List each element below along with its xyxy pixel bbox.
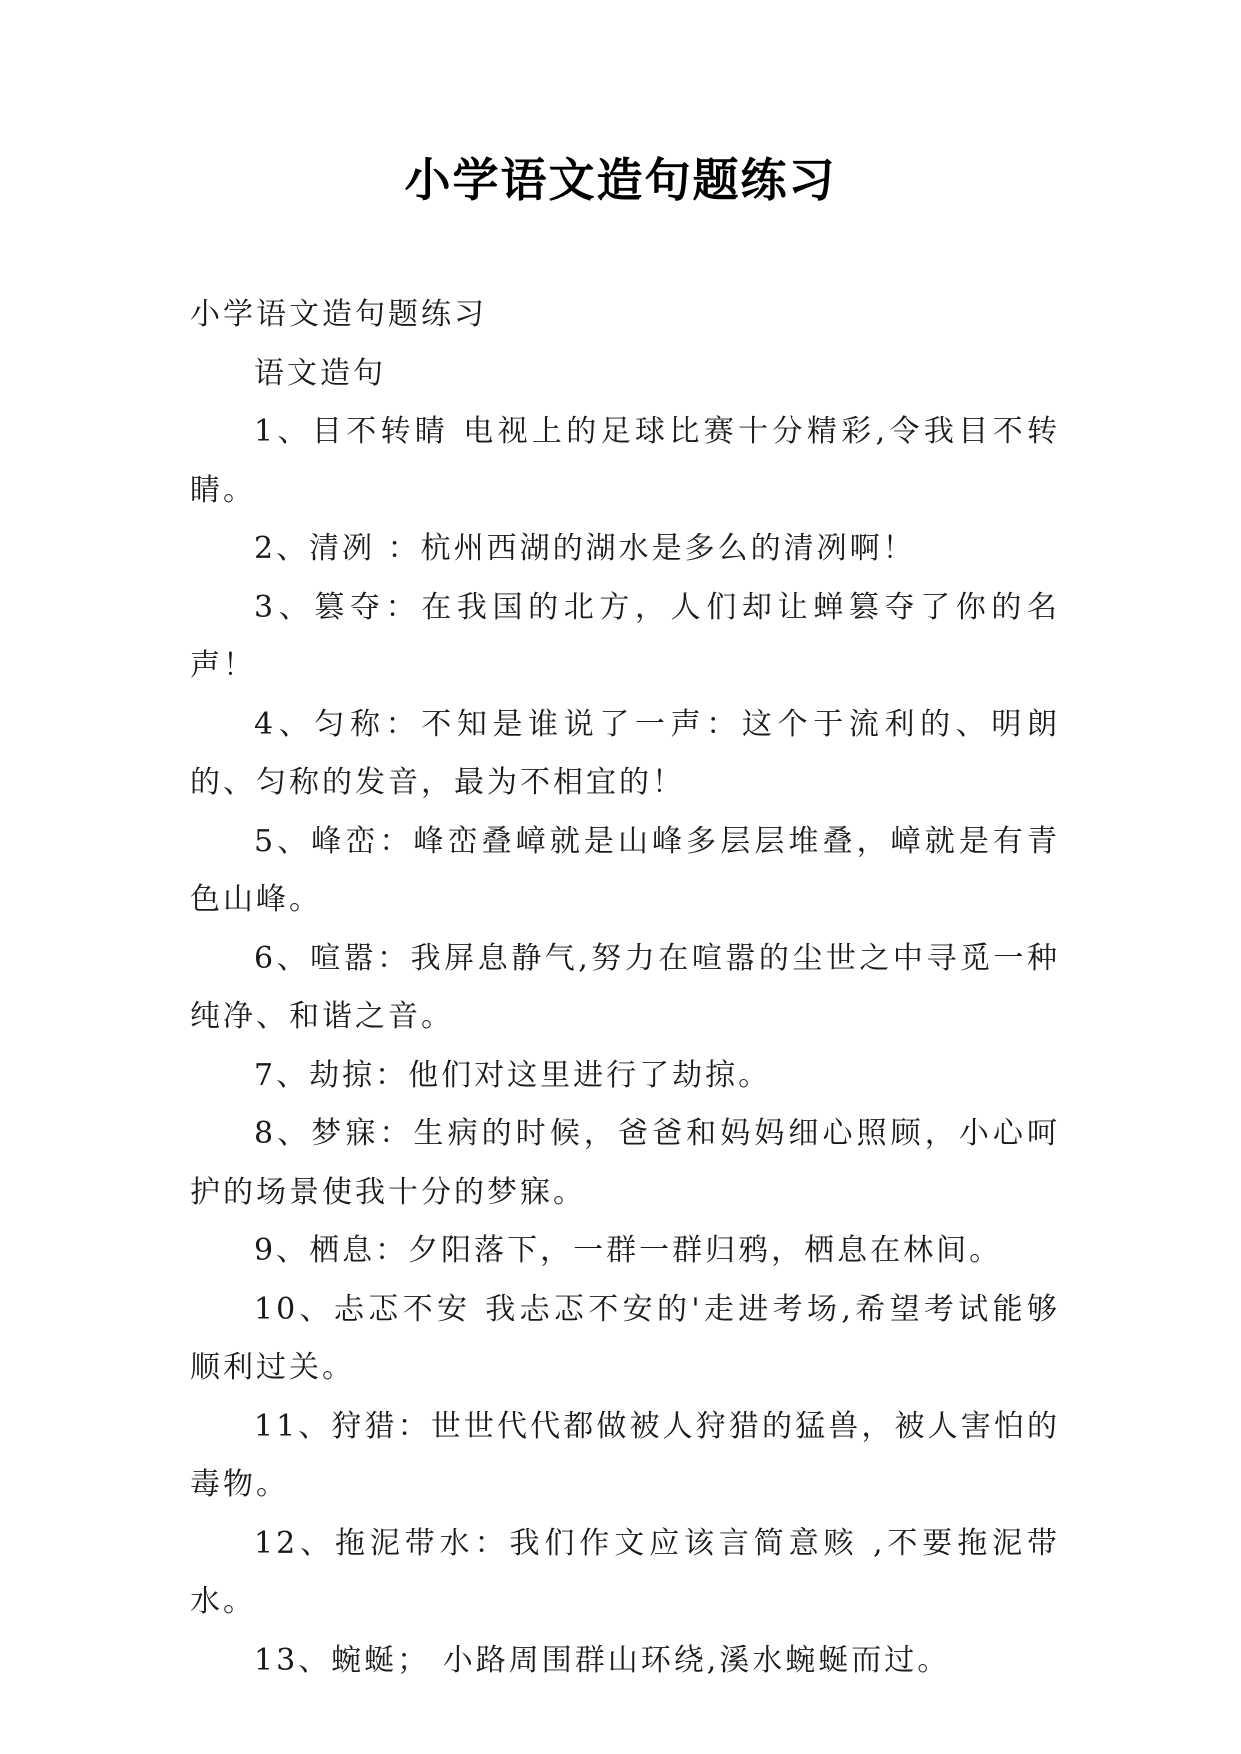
sentence-item: 2、清冽 ：杭州西湖的湖水是多么的清冽啊！	[254, 531, 916, 566]
paragraph-subheading: 语文造句	[254, 355, 386, 391]
sentence-item: 4、匀称：不知是谁说了一声：这个于流利的、明朗的、匀称的发音，最为不相宜的！	[190, 706, 1060, 800]
sentence-item: 9、栖息：夕阳落下，一群一群归鸦，栖息在林间。	[254, 1233, 1003, 1268]
sentence-item: 3、篡夺：在我国的北方，人们却让蝉篡夺了你的名声！	[190, 589, 1060, 683]
sentence-item: 5、峰峦：峰峦叠嶂就是山峰多层层堆叠，嶂就是有青色山峰。	[190, 823, 1060, 917]
sentence-item: 11、狩猎：世世代代都做被人狩猎的猛兽，被人害怕的毒物。	[190, 1408, 1060, 1502]
sentence-item: 13、蜿蜒； 小路周围群山环绕,溪水蜿蜒而过。	[254, 1642, 951, 1678]
sentence-item: 1、目不转睛 电视上的足球比赛十分精彩,令我目不转睛。	[190, 414, 1060, 508]
sentence-item: 12、拖泥带水：我们作文应该言简意赅 ,不要拖泥带水。	[190, 1525, 1060, 1619]
paragraph-heading: 小学语文造句题练习	[190, 297, 487, 332]
document-body	[190, 286, 1060, 1690]
sentence-item: 7、劫掠：他们对这里进行了劫掠。	[254, 1057, 772, 1093]
sentence-item: 10、忐忑不安 我忐忑不安的'走进考场,希望考试能够顺利过关。	[190, 1291, 1060, 1385]
sentence-item: 8、梦寐：生病的时候，爸爸和妈妈细心照顾，小心呵护的场景使我十分的梦寐。	[190, 1116, 1060, 1210]
document-title: 小学语文造句题练习	[404, 153, 837, 207]
sentence-item: 6、喧嚣：我屏息静气,努力在喧嚣的尘世之中寻觅一种纯净、和谐之音。	[190, 940, 1060, 1034]
